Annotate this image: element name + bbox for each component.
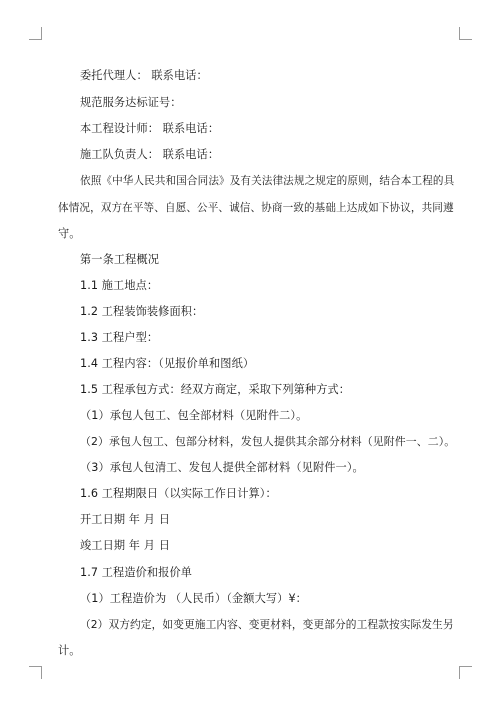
clause-1-5-option-2: （2）承包人包工、包部分材料，发包人提供其余部分材料（见附件一、二）。 (80, 435, 456, 448)
crop-mark-top-right (459, 27, 472, 40)
preamble-line-3: 守。 (58, 227, 81, 240)
start-date-line: 开工日期 年 月 日 (80, 513, 170, 526)
preamble-line-1: 依照《中华人民共和国合同法》及有关法律法规之规定的原则，结合本工程的具 (80, 175, 455, 187)
clause-1-2: 1.2 工程装饰装修面积： (80, 305, 204, 318)
clause-1-7-item-1: （1）工程造价为 （人民币）（金额大写）¥： (80, 592, 307, 605)
clause-1-5: 1.5 工程承包方式：经双方商定，采取下列第种方式： (80, 383, 351, 396)
crop-mark-bottom-right (459, 666, 472, 679)
foreman-contact-line: 施工队负责人： 联系电话： (80, 148, 220, 161)
article-1-heading: 第一条工程概况 (80, 253, 160, 266)
designer-contact-line: 本工程设计师： 联系电话： (80, 122, 220, 135)
clause-1-5-option-3: （3）承包人包清工、发包人提供全部材料（见附件一）。 (80, 461, 364, 474)
clause-1-7-item-2-cont: 计。 (58, 644, 81, 657)
clause-1-5-option-1: （1）承包人包工、包全部材料（见附件二）。 (80, 409, 308, 422)
preamble-line-2: 体情况，双方在平等、自愿、公平、诚信、协商一致的基础上达成如下协议，共同遵 (58, 202, 454, 214)
clause-1-4: 1.4 工程内容：（见报价单和图纸） (80, 357, 255, 370)
service-cert-line: 规范服务达标证号： (80, 96, 182, 109)
clause-1-7-item-2: （2）双方约定，如变更施工内容、变更材料，变更部分的工程款按实际发生另 (80, 618, 454, 631)
crop-mark-top-left (29, 27, 42, 40)
clause-1-6: 1.6 工程期限日（以实际工作日计算）： (80, 487, 277, 500)
crop-mark-bottom-left (29, 666, 42, 679)
clause-1-7: 1.7 工程造价和报价单 (80, 566, 193, 579)
clause-1-3: 1.3 工程户型： (80, 331, 159, 344)
clause-1-1: 1.1 施工地点： (80, 279, 159, 292)
completion-date-line: 竣工日期 年 月 日 (80, 539, 170, 552)
agent-contact-line: 委托代理人： 联系电话： (80, 69, 208, 82)
